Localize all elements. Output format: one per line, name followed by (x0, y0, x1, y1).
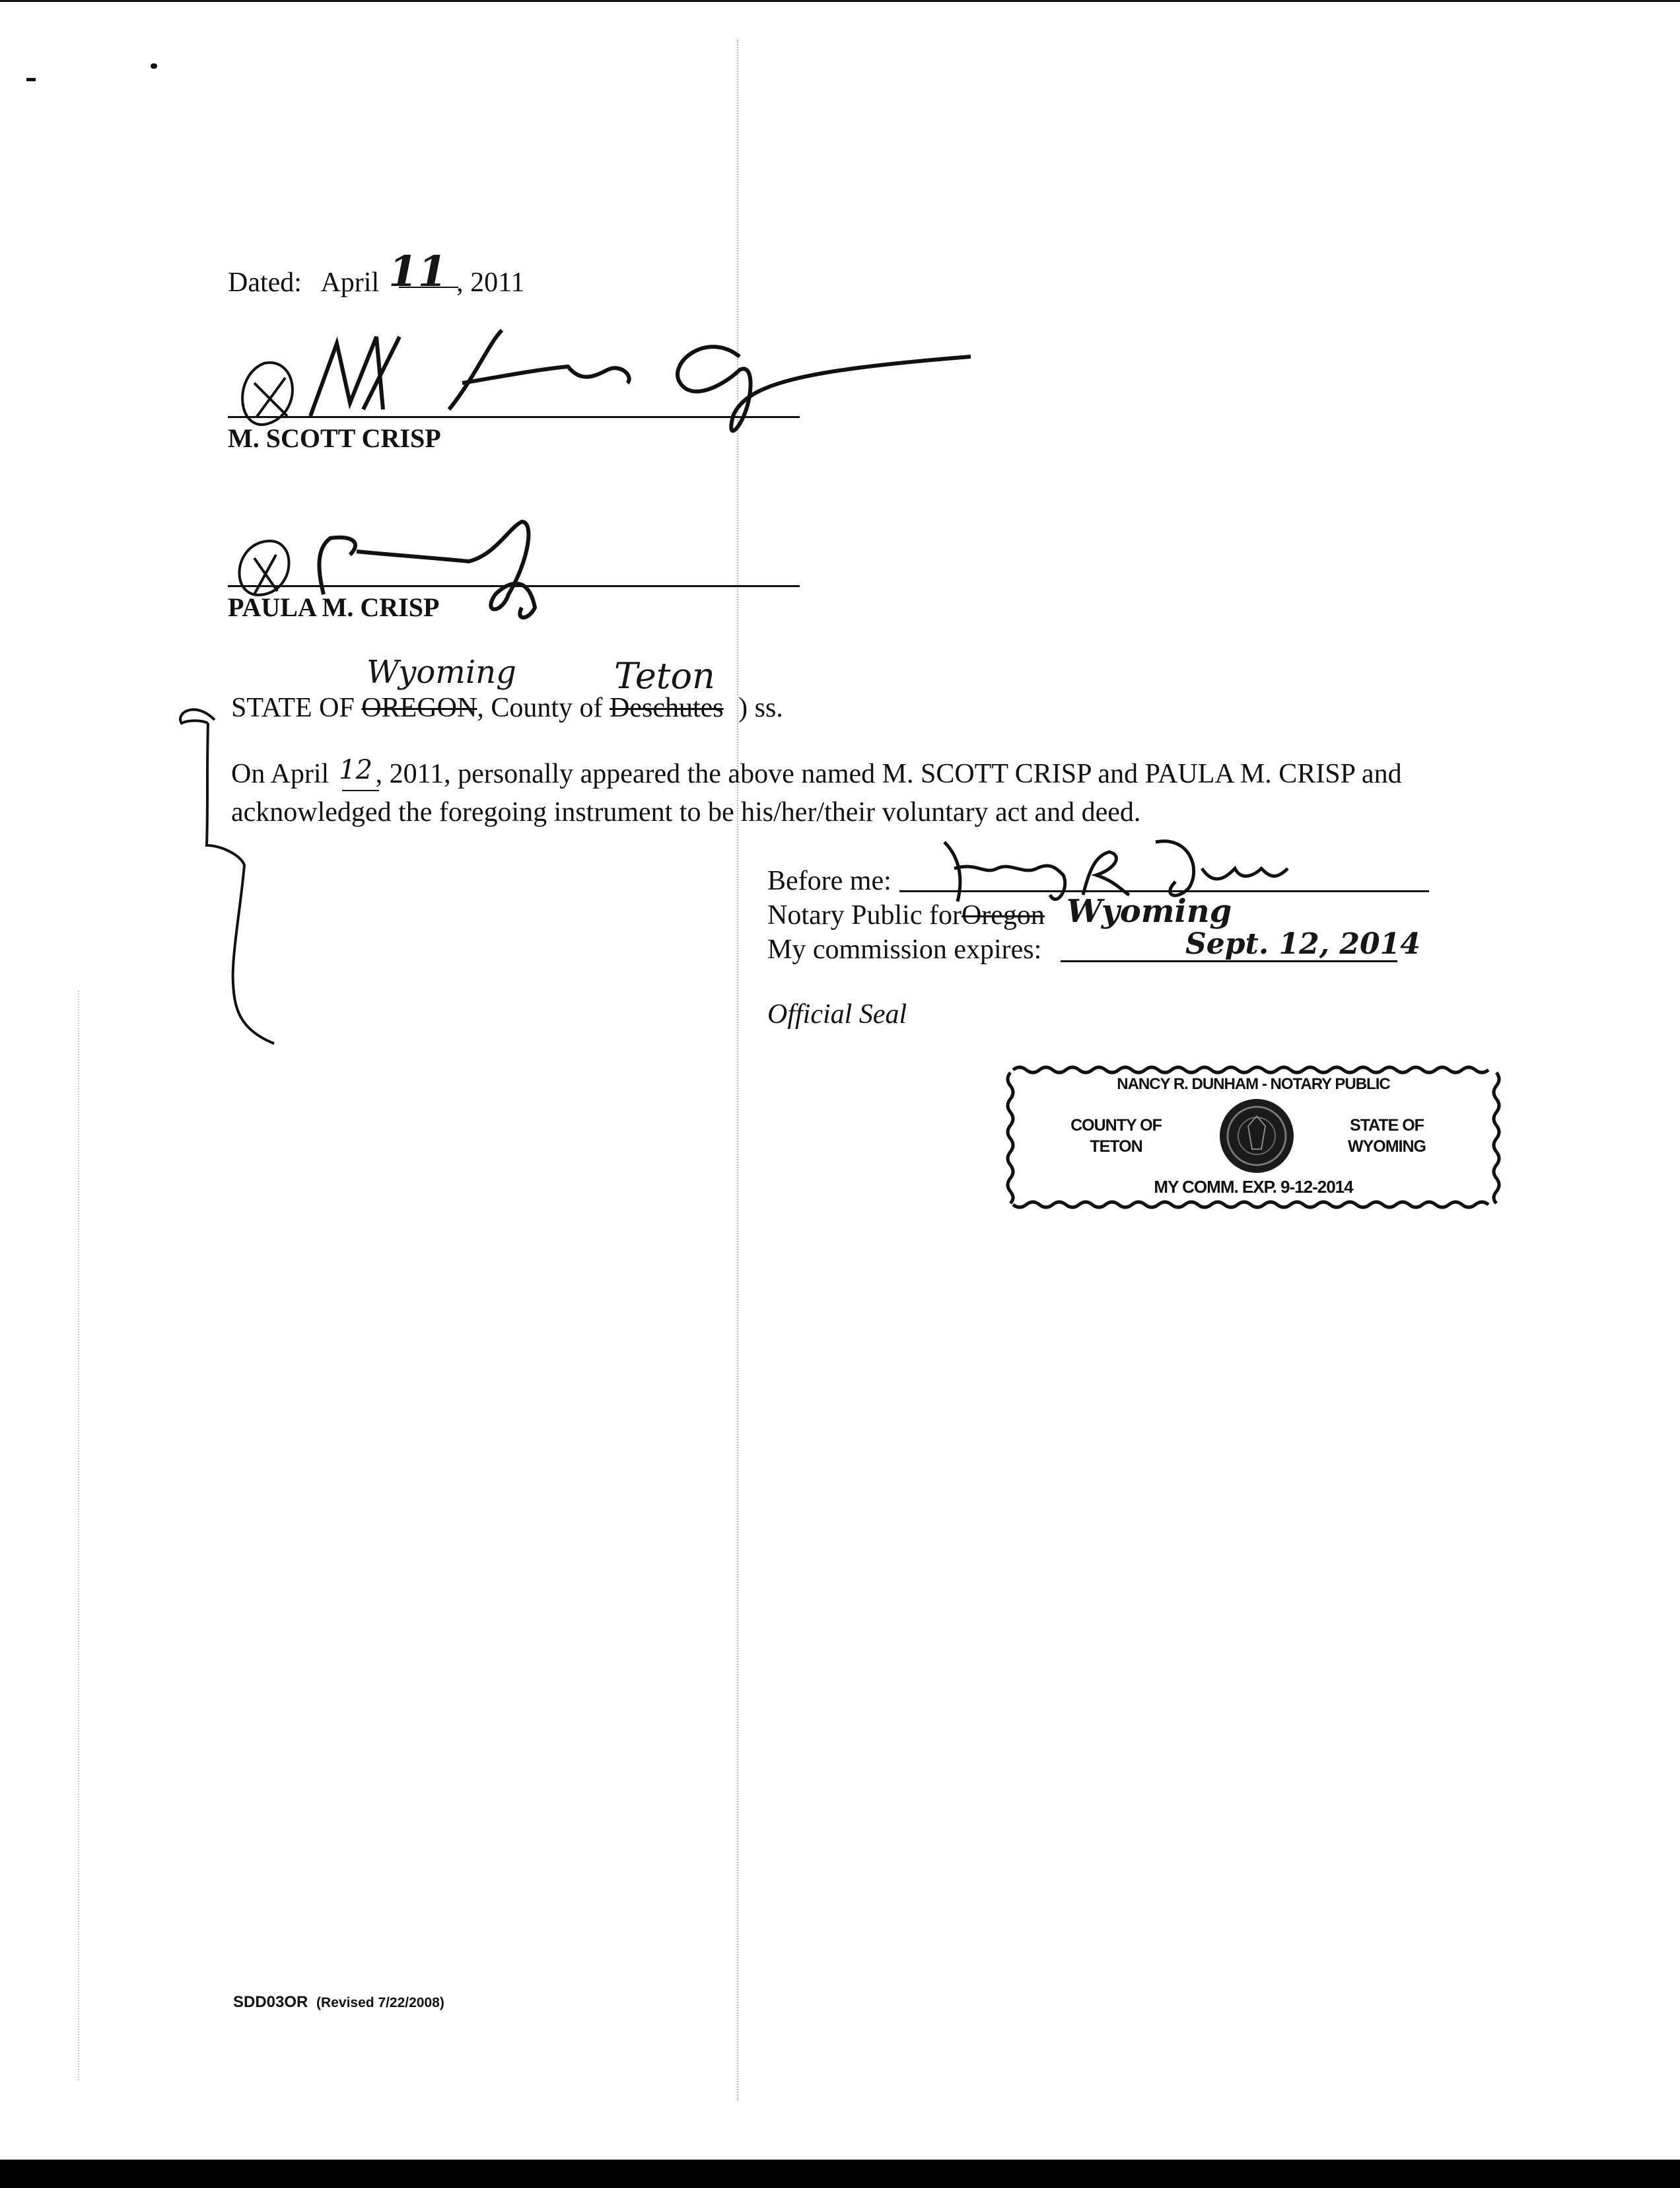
stamp-top-text: NANCY R. DUNHAM - NOTARY PUBLIC (1117, 1075, 1390, 1093)
dated-day: 11 (388, 247, 448, 297)
form-id: SDD03OR (233, 1993, 308, 2011)
stamp-county-line-1: COUNTY OF (1070, 1116, 1162, 1135)
dated-year: , 2011 (456, 267, 525, 298)
ack-day-underline (342, 790, 379, 791)
commission-label: My commission expires: (767, 935, 1042, 965)
notary-state-handwritten: Wyoming (1067, 893, 1232, 930)
form-id-footer (233, 1993, 444, 2012)
dated-line (228, 247, 525, 302)
commission-date: Sept. 12, 2014 (1185, 927, 1420, 961)
dated-label: Dated: (228, 267, 302, 298)
before-me-line (899, 890, 1429, 892)
venue-county-prefix: , County of (477, 693, 603, 723)
notary-stamp (1004, 1063, 1503, 1213)
venue-line (231, 692, 783, 724)
stamp-state-line-2: WYOMING (1348, 1137, 1426, 1156)
scan-margin-dots (78, 991, 79, 2080)
before-me-label: Before me: (767, 866, 892, 896)
notary-public-line (767, 900, 1045, 931)
signer-1-name: M. SCOTT CRISP (228, 423, 441, 453)
scan-top-edge (0, 0, 1680, 2)
acknowledgment-line-2: acknowledged the foregoing instrument to be his/her/their voluntary act and deed. (231, 797, 1141, 828)
venue-state-original: OREGON (361, 693, 477, 723)
stamp-bottom-text: MY COMM. EXP. 9-12-2014 (1154, 1177, 1353, 1197)
venue-county-original: Deschutes (610, 693, 724, 723)
scan-bottom-edge (0, 2160, 1680, 2188)
signer-2-name: PAULA M. CRISP (228, 592, 440, 622)
stamp-county-line-2: TETON (1090, 1137, 1142, 1156)
scan-speck (26, 78, 36, 81)
stamp-state-line-1: STATE OF (1350, 1116, 1424, 1135)
handwritten-bracket (168, 693, 287, 1050)
signature-line-2 (228, 585, 800, 587)
dated-day-underline (399, 287, 458, 288)
signature-line-1 (228, 416, 800, 418)
ack-day: 12 (339, 755, 373, 785)
form-revised: (Revised 7/22/2008) (316, 1995, 444, 2010)
dated-month: April (320, 267, 380, 298)
ack-on-prefix: On April (231, 759, 330, 789)
notary-public-label: Notary Public for (767, 900, 962, 931)
scan-speck (151, 63, 157, 69)
handwritten-county: Teton (614, 655, 715, 697)
acknowledgment-line-1 (231, 755, 1402, 790)
ack-line-1-rest: , 2011, personally appeared the above named M. SCOTT CRISP and PAULA M. CRISP and (375, 759, 1402, 789)
official-seal-label: Official Seal (767, 999, 907, 1030)
venue-ss: ) ss. (738, 693, 783, 723)
venue-state-prefix: STATE OF (231, 693, 355, 723)
handwritten-state: Wyoming (367, 654, 516, 691)
notary-state-original: Oregon (961, 900, 1045, 931)
